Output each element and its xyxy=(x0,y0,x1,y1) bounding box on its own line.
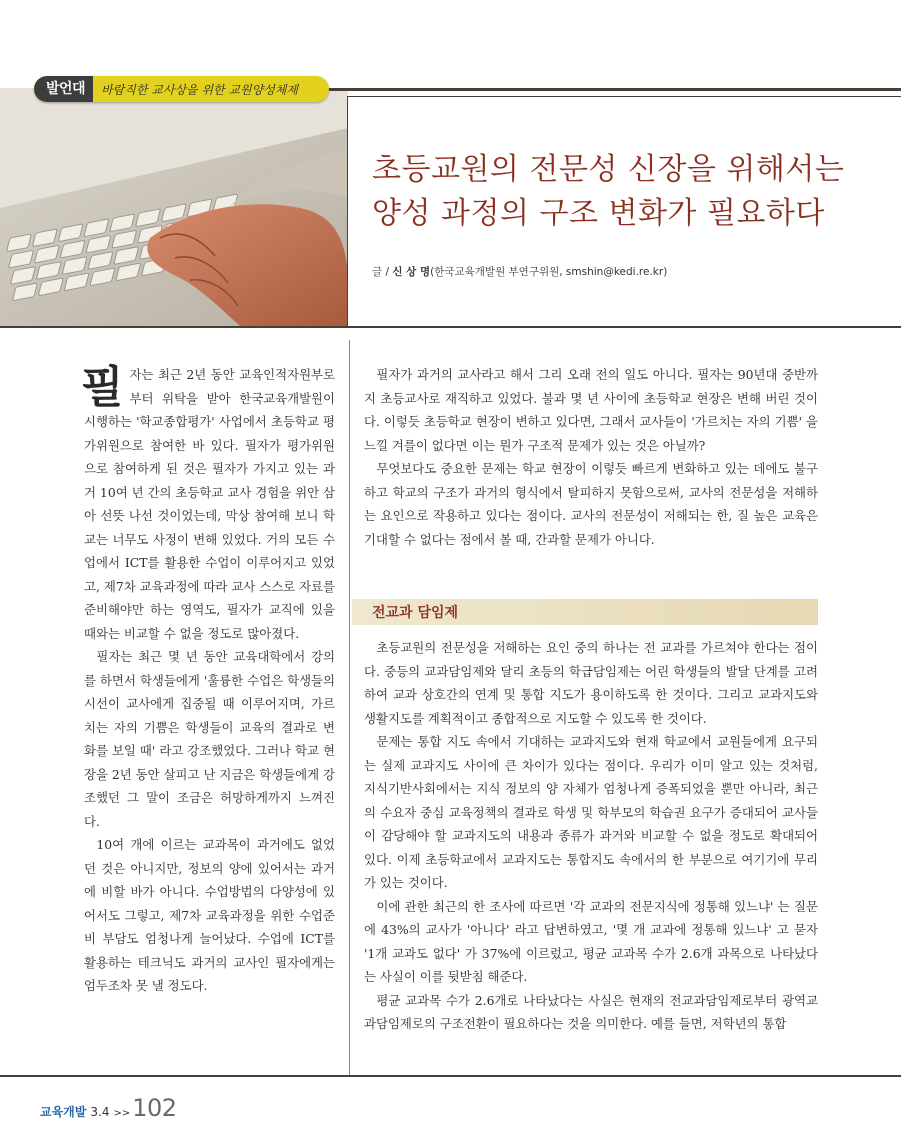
arrows-glyph: >> xyxy=(113,1108,131,1119)
article-title-line-1: 초등교원의 전문성 신장을 위해서는 xyxy=(372,152,845,187)
header-second-rule xyxy=(348,96,901,97)
paragraph: 평균 교과목 수가 2.6개로 나타났다는 사실은 현재의 전교과담임제로부터 광역교과담임제로의 구조전환이 필요하다는 것을 의미한다. 예를 들면, 저학년의 통합 xyxy=(364,992,818,1031)
left-column xyxy=(81,362,335,998)
paragraph: 10여 개에 이르는 교과목이 과거에도 없었던 것은 아니지만, 정보의 양에 있어서는 과거에 비할 바가 아니다. 수업방법의 다양성에 있어서도 그렇고, 제7차 교육과정을 위한 수업준비 부담도 엄청나게 늘어났다. 수업에 ICT를 활용하는 테크닉도 과거의 교사인 필자에게는 엄두조차 못 낼 정도다. xyxy=(84,837,335,993)
paragraph: 무엇보다도 중요한 문제는 학교 현장이 이렇듯 빠르게 변화하고 있는 데에도 불구하고 학교의 구조가 과거의 형식에서 탈피하지 못함으로써, 교사의 전문성을 저해하는 요인으로 작용하고 있다는 점이다. 교사의 전문성이 저해되는 한, 질 높은 교육은 기대할 수 없다는 점에서 볼 때, 간과할 문제가 아니다. xyxy=(364,461,818,547)
author-affiliation: (한국교육개발원 부연구위원, smshin@kedi.re.kr) xyxy=(430,266,668,278)
paragraph: 이에 관한 최근의 한 조사에 따르면 '각 교과의 전문지식에 정통해 있느냐' 는 질문에 43%의 교사가 '아니다' 라고 답변하였고, '몇 개 교과에 정통해 있느냐' 고 묻자 '1개 교과도 없다' 가 37%에 이르렀고, 평균 교과목 수가 2.6개 과목으로 나타났다는 사실이 이를 뒷받침 해준다. xyxy=(364,898,818,984)
paragraph: 초등교원의 전문성을 저해하는 요인 중의 하나는 전 교과를 가르쳐야 한다는 점이다. 중등의 교과담임제와 달리 초등의 학급담임제는 어린 학생들의 발달 단계를 고려하여 교과 상호간의 연계 및 통합 지도가 용이하도록 한 것이다. 그리고 교과지도와 생활지도를 계획적이고 종합적으로 지도할 수 있도록 한 것이다. xyxy=(364,640,818,726)
paragraph: 필자가 과거의 교사라고 해서 그리 오래 전의 일도 아니다. 필자는 90년대 중반까지 초등교사로 재직하고 있었다. 불과 몇 년 사이에 초등학교 현장은 변해 버린 것이다. 이렇듯 초등학교 현장이 변하고 있다면, 그래서 교사들이 '가르치는 자의 기쁨' 을 느낄 겨를이 없다면 이는 뭔가 구조적 문제가 있는 것은 아닐까? xyxy=(364,367,818,453)
section-heading: 전교과 담임제 xyxy=(372,605,459,621)
column-divider xyxy=(349,340,350,1075)
author-name: 신 상 명 xyxy=(392,266,431,278)
page-number: 102 xyxy=(132,1094,177,1122)
paragraph-text: 자는 최근 2년 동안 교육인적자원부로부터 위탁을 받아 한국교육개발원이 시행하는 '학교종합평가' 사업에서 초등학교 평가위원으로 참여한 바 있다. 필자가 평가위원으로 참여하게 된 것은 필자가 가지고 있는 과거 10여 년 간의 초등학교 교사 경험을 위안 삼아 선뜻 나선 것이었는데, 막상 참여해 보니 학교는 너무도 사정이 변해 있었다. 거의 모든 수업에서 ICT를 활용한 수업이 이루어지고 있었고, 제7차 교육과정에 따라 교사 스스로 자료를 준비해야만 하는 영역도, 필자가 교직에 있을 때와는 비교할 수 없을 정도로 많아졌다. xyxy=(84,367,335,641)
series-banner xyxy=(34,76,329,102)
keyboard-hand-illustration xyxy=(0,88,348,326)
magazine-name: 교육개발 xyxy=(40,1105,87,1119)
header-bottom-rule xyxy=(0,326,901,328)
issue-number: 3.4 xyxy=(90,1105,110,1119)
paragraph xyxy=(81,362,335,645)
footer-rule xyxy=(0,1075,901,1077)
article-title xyxy=(372,148,882,236)
series-title: 바람직한 교사상을 위한 교원양성체제 xyxy=(101,82,298,97)
paragraph: 필자는 최근 몇 년 동안 교육대학에서 강의를 하면서 학생들에게 '훌륭한 수업은 학생들의 시선이 교사에게 집중될 때 이루어지며, 가르치는 자의 기쁨은 학생들이 교육의 결과로 변화를 보일 때' 라고 강조했었다. 그러나 학교 현장을 2년 동안 살피고 난 지금은 학생들에게 강조했던 그 말이 조금은 허망하게까지 느껴진다. xyxy=(84,649,335,829)
header-photo-divider xyxy=(347,96,348,326)
drop-cap: 필 xyxy=(81,362,124,413)
header-photo xyxy=(0,88,348,326)
paragraph: 문제는 통합 지도 속에서 기대하는 교과지도와 현재 학교에서 교원들에게 요구되는 실제 교과지도 사이에 큰 차이가 있다는 점이다. 우리가 이미 알고 있는 것처럼, 지식기반사회에서는 지식 정보의 양 자체가 엄청나게 증폭되었을 뿐만 아니라, 최근의 수요자 중심 교육정책의 결과로 학생 및 학부모의 학습권 요구가 증대되어 교사들이 감당해야 할 교과지도의 내용과 종류가 과거와 비교할 수 없을 정도로 확대되어 있다. 이제 초등학교에서 교과지도는 통합지도 속에서의 한 부분으로 여기기에 무리가 있는 것이다. xyxy=(364,734,818,890)
section-badge: 발언대 xyxy=(34,76,93,102)
right-column-section xyxy=(364,636,818,1036)
byline xyxy=(372,264,667,279)
byline-prefix: 글 / xyxy=(372,266,393,278)
article-title-line-2: 양성 과정의 구조 변화가 필요하다 xyxy=(372,196,825,231)
footer xyxy=(40,1094,177,1122)
section-heading-band xyxy=(352,599,818,625)
right-column-intro xyxy=(364,363,818,551)
